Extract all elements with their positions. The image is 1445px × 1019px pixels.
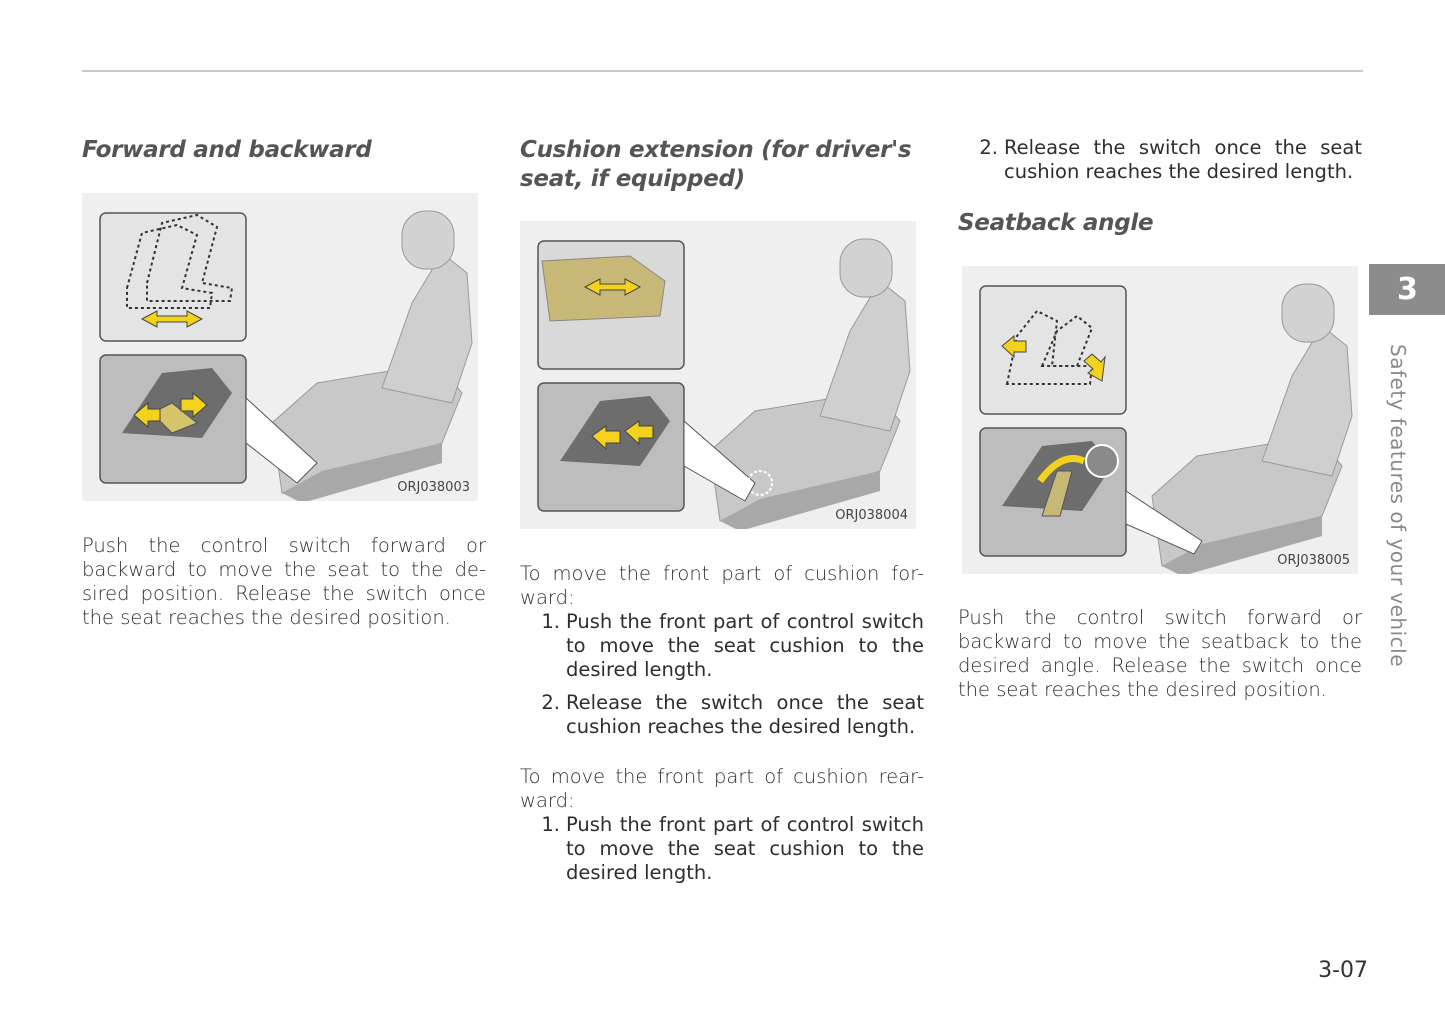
column-cushion-extension bbox=[520, 136, 924, 885]
figure-cushion-extension bbox=[520, 221, 916, 529]
step-text: Release the switch once the seat cushion reaches the desired length. bbox=[1004, 136, 1362, 183]
rearward-intro: To move the front part of cushion rear-ward: bbox=[520, 765, 924, 812]
list-item bbox=[520, 610, 924, 682]
body-seatback-angle: Push the control switch forward or backward to move the seatback to the desired angle. Release the switch once the seat reaches the desired position. bbox=[958, 606, 1362, 701]
list-item bbox=[958, 136, 1362, 184]
forward-steps bbox=[520, 610, 924, 739]
forward-intro: To move the front part of cushion for-ward: bbox=[520, 562, 924, 609]
step-number: 2. bbox=[979, 136, 998, 159]
figure-code: ORJ038004 bbox=[835, 508, 908, 523]
list-item bbox=[520, 813, 924, 885]
figure-forward-backward bbox=[82, 193, 478, 501]
column-seatback-angle bbox=[958, 136, 1362, 702]
figure-code: ORJ038003 bbox=[397, 480, 470, 495]
header-rule bbox=[82, 70, 1363, 72]
body-forward-backward: Push the control switch forward or backward to move the seat to the de-sired position. Release the switch once the seat reaches the desired position. bbox=[82, 534, 486, 629]
step-number: 1. bbox=[541, 610, 560, 633]
page-number: 3-07 bbox=[1318, 958, 1368, 983]
figure-seatback-angle bbox=[962, 266, 1358, 574]
column-forward-backward bbox=[82, 136, 486, 630]
heading-seatback-angle: Seatback angle bbox=[958, 210, 1154, 236]
heading-line-2: seat, if equipped) bbox=[520, 166, 745, 192]
figure-code: ORJ038005 bbox=[1277, 553, 1350, 568]
step-text: Push the front part of control switch to move the seat cushion to the desired length. bbox=[566, 813, 924, 884]
step-text: Push the front part of control switch to move the seat cushion to the desired length. bbox=[566, 610, 924, 681]
heading-cushion-extension bbox=[520, 136, 924, 194]
step-number: 2. bbox=[541, 691, 560, 714]
rearward-steps bbox=[520, 813, 924, 885]
heading-forward-backward: Forward and backward bbox=[82, 137, 372, 163]
step-number: 1. bbox=[541, 813, 560, 836]
heading-line-1: Cushion extension (for driver's bbox=[520, 137, 912, 163]
list-item bbox=[520, 691, 924, 739]
chapter-tab: 3 bbox=[1369, 264, 1445, 315]
step-text: Release the switch once the seat cushion reaches the desired length. bbox=[566, 691, 924, 738]
chapter-title: Safety features of your vehicle bbox=[1386, 344, 1410, 668]
